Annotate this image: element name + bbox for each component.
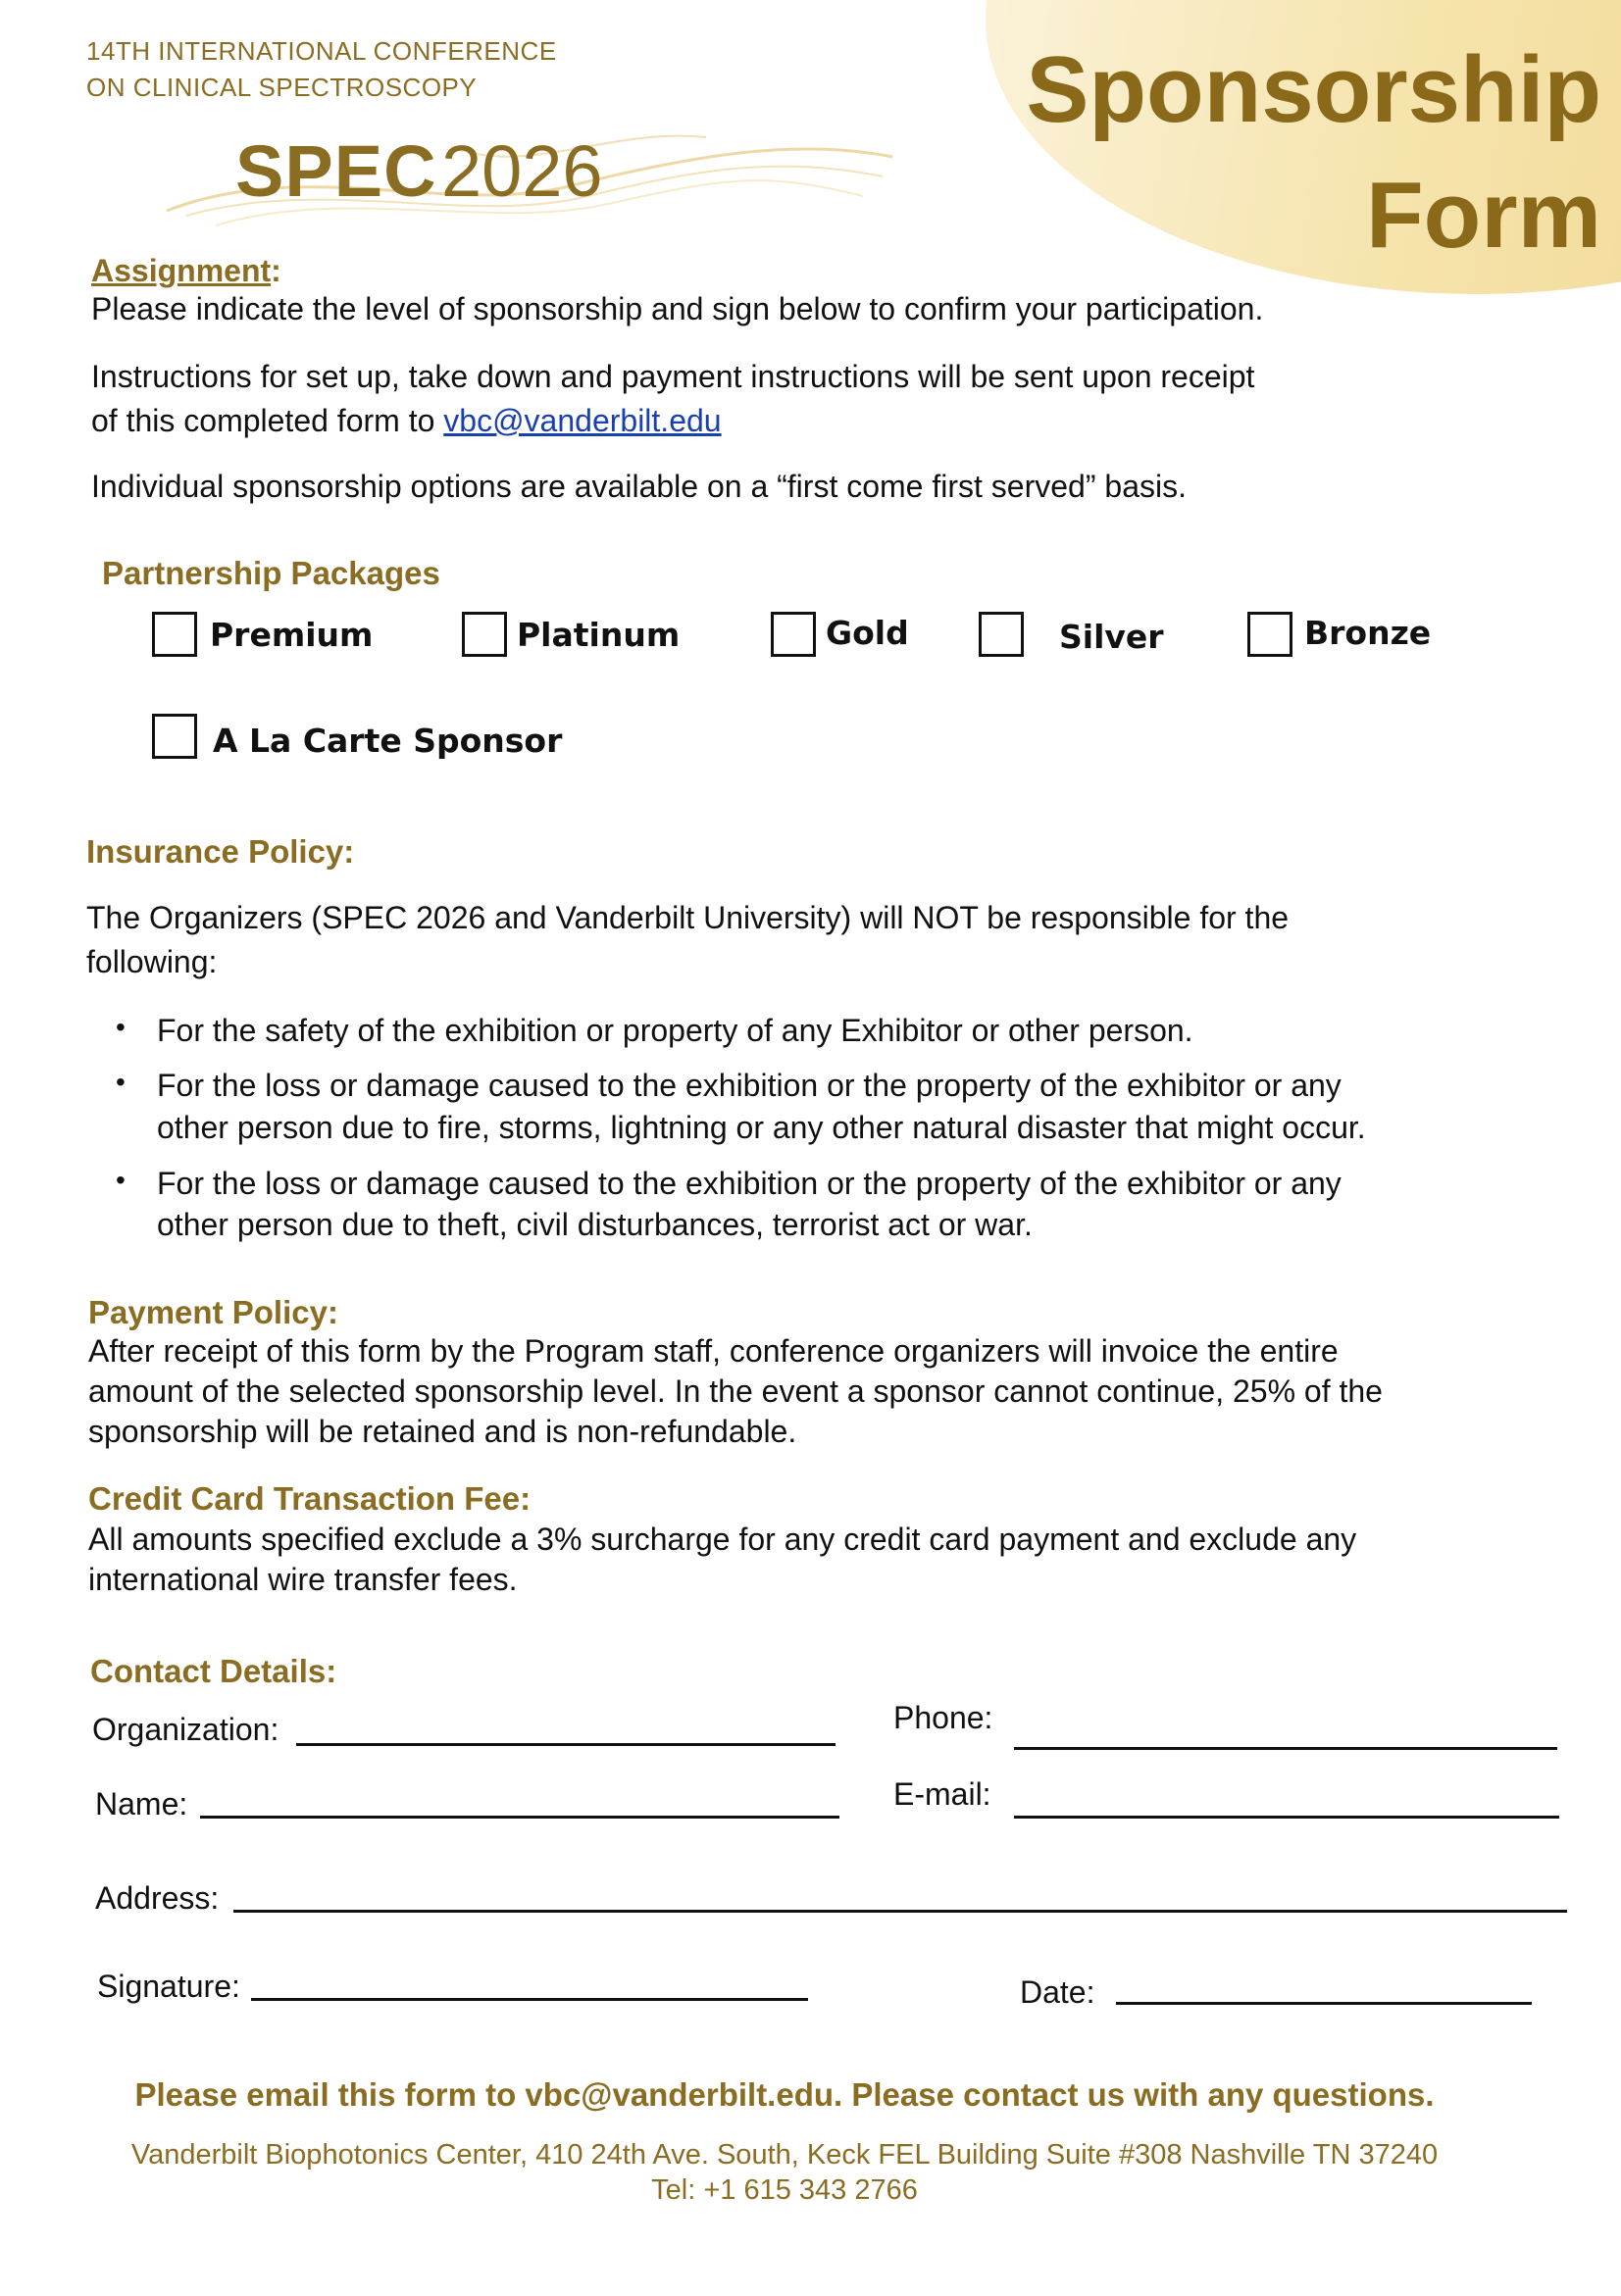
assignment-heading (91, 253, 281, 289)
assignment-text-2 (91, 355, 1254, 443)
date-label: Date: (1020, 1974, 1095, 2010)
conference-line2: ON CLINICAL SPECTROSCOPY (86, 73, 478, 102)
email-link[interactable]: vbc@vanderbilt.edu (443, 403, 722, 438)
insurance-bullet-3-line1: For the loss or damage caused to the exhibition or the property of the exhibitor or any (157, 1166, 1342, 1201)
organization-label: Organization: (92, 1712, 279, 1747)
insurance-heading: Insurance Policy: (86, 833, 355, 870)
insurance-intro-line2: following: (86, 944, 218, 979)
credit-line1: All amounts specified exclude a 3% surcharge for any credit card payment and exclude any (88, 1522, 1357, 1557)
logo-year-text: 2026 (440, 130, 603, 212)
silver-checkbox[interactable] (979, 612, 1024, 657)
a-la-carte-checkbox[interactable] (152, 714, 197, 759)
date-field[interactable] (1116, 2002, 1532, 2005)
insurance-intro (86, 896, 1289, 984)
form-title-line1: Sponsorship (1026, 37, 1601, 142)
signature-label: Signature: (97, 1969, 240, 2004)
footer-email-note: Please email this form to vbc@vanderbilt.edu. Please contact us with any questions. (134, 2076, 1435, 2113)
contact-heading: Contact Details: (90, 1653, 337, 1689)
footer-address-line: Vanderbilt Biophotonics Center, 410 24th Ave. South, Keck FEL Building Suite #308 Nashville TN 37240 (130, 2139, 1439, 2171)
spec-logo (235, 129, 603, 213)
payment-line1: After receipt of this form by the Program staff, conference organizers will invoice the entire (88, 1333, 1339, 1369)
address-label: Address: (95, 1880, 220, 1916)
conference-name (86, 33, 557, 106)
insurance-bullet-3 (157, 1163, 1342, 1245)
payment-heading: Payment Policy: (88, 1294, 338, 1330)
silver-label: Silver (1059, 618, 1164, 656)
premium-label: Premium (210, 616, 374, 654)
insurance-bullet-2-line2: other person due to fire, storms, lightning or any other natural disaster that might occur. (157, 1110, 1366, 1145)
form-title-line2: Form (1366, 163, 1601, 268)
name-label: Name: (95, 1786, 188, 1822)
platinum-checkbox[interactable] (462, 612, 507, 657)
assignment-text-3: Individual sponsorship options are available on a “first come first served” basis. (91, 469, 1187, 504)
address-field[interactable] (233, 1910, 1567, 1913)
insurance-bullet-1-line1: For the safety of the exhibition or property of any Exhibitor or other person. (157, 1013, 1193, 1048)
gold-label: Gold (826, 614, 909, 652)
organization-field[interactable] (296, 1743, 836, 1746)
assignment-heading-colon: : (271, 253, 281, 288)
credit-line2: international wire transfer fees. (88, 1562, 518, 1597)
email-label: E-mail: (893, 1776, 991, 1812)
logo-spec-text: SPEC (235, 130, 437, 212)
gold-checkbox[interactable] (771, 612, 816, 657)
name-field[interactable] (200, 1816, 839, 1819)
email-field[interactable] (1014, 1816, 1559, 1819)
insurance-bullet-3-line2: other person due to theft, civil disturbances, terrorist act or war. (157, 1207, 1033, 1242)
footer-phone-line: Tel: +1 615 343 2766 (651, 2174, 918, 2206)
bullet-symbol: • (116, 1067, 126, 1097)
insurance-bullet-1 (157, 1010, 1193, 1051)
premium-checkbox[interactable] (152, 612, 197, 657)
phone-label: Phone: (893, 1700, 993, 1735)
packages-heading: Partnership Packages (102, 555, 440, 591)
assignment-text-2-line2 (91, 399, 1254, 443)
bullet-symbol: • (116, 1012, 126, 1042)
conference-line1: 14TH INTERNATIONAL CONFERENCE (86, 36, 557, 66)
payment-line2: amount of the selected sponsorship level. In the event a sponsor cannot continue, 25% of the (88, 1373, 1383, 1409)
assignment-text-2-line1: Instructions for set up, take down and payment instructions will be sent upon receipt (91, 359, 1255, 394)
insurance-bullet-2-line1: For the loss or damage caused to the exhibition or the property of the exhibitor or any (157, 1068, 1342, 1103)
credit-card-text (88, 1520, 1356, 1600)
a-la-carte-label: A La Carte Sponsor (213, 722, 563, 760)
phone-field[interactable] (1014, 1747, 1557, 1750)
credit-card-heading: Credit Card Transaction Fee: (88, 1480, 532, 1517)
payment-line3: sponsorship will be retained and is non-refundable. (88, 1414, 797, 1449)
bronze-checkbox[interactable] (1247, 612, 1292, 657)
assignment-heading-text: Assignment (91, 253, 272, 288)
insurance-intro-line1: The Organizers (SPEC 2026 and Vanderbilt University) will NOT be responsible for the (86, 900, 1290, 935)
bronze-label: Bronze (1304, 614, 1432, 652)
platinum-label: Platinum (517, 616, 681, 654)
insurance-bullet-2 (157, 1065, 1366, 1149)
bullet-symbol: • (116, 1165, 126, 1195)
payment-text (88, 1331, 1383, 1452)
footer-address (0, 2137, 1569, 2208)
signature-field[interactable] (251, 1998, 808, 2001)
assignment-text-1: Please indicate the level of sponsorship and sign below to confirm your participation. (91, 291, 1264, 326)
assignment-text-2-prefix: of this completed form to (91, 403, 444, 438)
